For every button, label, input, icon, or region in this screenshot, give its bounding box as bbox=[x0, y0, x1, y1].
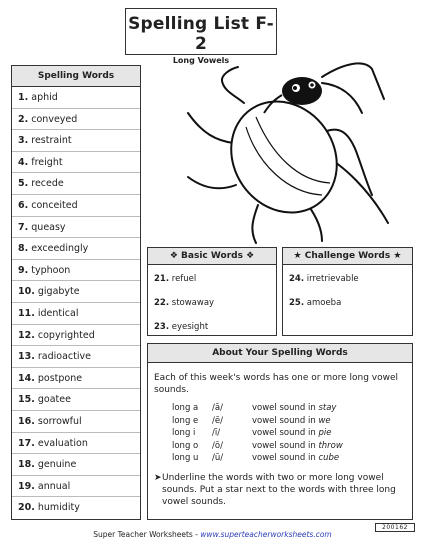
vowel-description bbox=[252, 427, 343, 440]
word-number: 25. bbox=[289, 298, 305, 308]
word-text: postpone bbox=[37, 372, 83, 384]
word-text: typhoon bbox=[31, 264, 71, 276]
challenge-word-list bbox=[283, 265, 412, 318]
list-item bbox=[12, 325, 140, 347]
vowel-symbol: /ā/ bbox=[212, 403, 223, 414]
word-text: amoeba bbox=[306, 298, 342, 308]
word-number: 3. bbox=[18, 135, 29, 147]
list-item bbox=[12, 130, 140, 152]
footer bbox=[0, 530, 425, 539]
word-text: identical bbox=[37, 307, 79, 319]
word-number: 6. bbox=[18, 199, 29, 211]
word-number: 10. bbox=[18, 286, 35, 298]
vowel-description bbox=[252, 402, 343, 415]
vowel-name: long u bbox=[172, 453, 199, 464]
vowel-name: long a bbox=[172, 403, 199, 414]
word-number: 19. bbox=[18, 480, 35, 492]
page-subtitle: Long Vowels bbox=[172, 56, 230, 65]
word-text: genuine bbox=[37, 459, 77, 471]
vowel-example: we bbox=[318, 415, 331, 426]
vowel-description bbox=[252, 440, 343, 453]
list-item bbox=[154, 294, 276, 318]
word-number: 15. bbox=[18, 394, 35, 406]
vowel-text: vowel sound in bbox=[252, 403, 316, 414]
word-number: 7. bbox=[18, 221, 29, 233]
word-number: 8. bbox=[18, 243, 29, 255]
vowel-symbol: /ō/ bbox=[212, 440, 223, 451]
word-text: annual bbox=[37, 480, 71, 492]
word-text: refuel bbox=[171, 274, 197, 284]
footer-link[interactable]: www.superteacherworksheets.com bbox=[200, 530, 332, 539]
table-row bbox=[172, 440, 343, 453]
word-text: radioactive bbox=[37, 351, 91, 363]
list-item bbox=[12, 109, 140, 131]
word-number: 4. bbox=[18, 156, 29, 168]
vowel-symbol: /ē/ bbox=[212, 415, 223, 426]
word-text: aphid bbox=[31, 92, 58, 103]
word-text: goatee bbox=[37, 394, 71, 406]
vowel-text: vowel sound in bbox=[252, 440, 316, 451]
word-text: conveyed bbox=[31, 113, 78, 125]
challenge-words-heading: ★ Challenge Words ★ bbox=[283, 248, 412, 265]
word-text: gigabyte bbox=[37, 286, 80, 298]
spelling-words-heading: Spelling Words bbox=[12, 66, 140, 87]
vowel-table bbox=[172, 402, 343, 465]
worksheet-code: 200162 bbox=[375, 523, 415, 532]
word-text: exceedingly bbox=[31, 243, 89, 255]
word-number: 22. bbox=[154, 298, 170, 308]
table-row bbox=[172, 427, 343, 440]
basic-words-panel bbox=[147, 247, 277, 336]
word-number: 20. bbox=[18, 502, 35, 514]
vowel-example: stay bbox=[318, 403, 337, 414]
list-item bbox=[289, 294, 412, 318]
about-note-text: Underline the words with two or more long vowel sounds. Put a star next to the words with three long vowel sounds. bbox=[162, 472, 396, 507]
list-item bbox=[12, 411, 140, 433]
word-number: 24. bbox=[289, 274, 305, 284]
word-number: 17. bbox=[18, 437, 35, 449]
word-text: humidity bbox=[37, 502, 80, 514]
word-text: irretrievable bbox=[306, 274, 359, 284]
word-number: 21. bbox=[154, 274, 170, 284]
vowel-text: vowel sound in bbox=[252, 415, 316, 426]
basic-words-heading: ❖ Basic Words ❖ bbox=[148, 248, 276, 265]
word-number: 1. bbox=[18, 92, 29, 103]
vowel-text: vowel sound in bbox=[252, 428, 316, 439]
word-number: 13. bbox=[18, 351, 35, 363]
about-heading: About Your Spelling Words bbox=[148, 344, 412, 363]
list-item bbox=[12, 454, 140, 476]
word-text: queasy bbox=[31, 221, 66, 233]
spelling-words-panel bbox=[11, 65, 141, 520]
about-intro: Each of this week's words has one or more long vowel sounds. bbox=[154, 373, 399, 395]
word-text: restraint bbox=[31, 135, 72, 147]
vowel-example: pie bbox=[318, 428, 332, 439]
word-number: 14. bbox=[18, 372, 35, 384]
list-item bbox=[12, 368, 140, 390]
vowel-name: long o bbox=[172, 440, 199, 451]
list-item bbox=[12, 217, 140, 239]
table-row bbox=[172, 452, 343, 465]
list-item bbox=[12, 476, 140, 498]
list-item bbox=[12, 152, 140, 174]
vowel-name: long e bbox=[172, 415, 199, 426]
word-number: 9. bbox=[18, 264, 29, 276]
list-item bbox=[12, 346, 140, 368]
list-item bbox=[154, 270, 276, 294]
title-box bbox=[125, 8, 277, 65]
word-text: copyrighted bbox=[37, 329, 95, 341]
word-text: freight bbox=[31, 156, 63, 168]
basic-word-list bbox=[148, 265, 276, 342]
footer-text: Super Teacher Worksheets - bbox=[93, 530, 201, 539]
word-number: 16. bbox=[18, 415, 35, 427]
page-title: Spelling List F-2 bbox=[128, 14, 274, 54]
word-number: 11. bbox=[18, 307, 35, 319]
aphid-bug-illustration bbox=[172, 55, 412, 250]
about-note bbox=[148, 465, 412, 508]
list-item bbox=[12, 497, 140, 519]
word-number: 12. bbox=[18, 329, 35, 341]
list-item bbox=[154, 318, 276, 342]
word-text: recede bbox=[31, 178, 64, 190]
word-text: stowaway bbox=[171, 298, 215, 308]
spelling-word-list bbox=[12, 87, 140, 519]
list-item bbox=[12, 238, 140, 260]
word-text: evaluation bbox=[37, 437, 88, 449]
vowel-description bbox=[252, 415, 343, 428]
list-item bbox=[12, 173, 140, 195]
word-number: 18. bbox=[18, 459, 35, 471]
vowel-example: throw bbox=[318, 440, 343, 451]
vowel-description bbox=[252, 452, 343, 465]
list-item bbox=[12, 433, 140, 455]
word-number: 2. bbox=[18, 113, 29, 125]
vowel-text: vowel sound in bbox=[252, 453, 316, 464]
arrow-icon: ➤ bbox=[154, 472, 162, 483]
table-row bbox=[172, 415, 343, 428]
list-item bbox=[289, 270, 412, 294]
vowel-symbol: /ū/ bbox=[212, 453, 224, 464]
vowel-name: long i bbox=[172, 428, 196, 439]
list-item bbox=[12, 303, 140, 325]
list-item bbox=[12, 87, 140, 109]
vowel-example: cube bbox=[318, 453, 340, 464]
list-item bbox=[12, 281, 140, 303]
word-text: conceited bbox=[31, 199, 78, 211]
word-number: 5. bbox=[18, 178, 29, 190]
list-item bbox=[12, 195, 140, 217]
vowel-symbol: /ī/ bbox=[212, 428, 221, 439]
list-item bbox=[12, 389, 140, 411]
about-panel bbox=[147, 343, 413, 520]
word-number: 23. bbox=[154, 322, 170, 332]
list-item bbox=[12, 260, 140, 282]
challenge-words-panel bbox=[282, 247, 413, 336]
table-row bbox=[172, 402, 343, 415]
word-text: eyesight bbox=[171, 322, 209, 332]
word-text: sorrowful bbox=[37, 415, 82, 427]
